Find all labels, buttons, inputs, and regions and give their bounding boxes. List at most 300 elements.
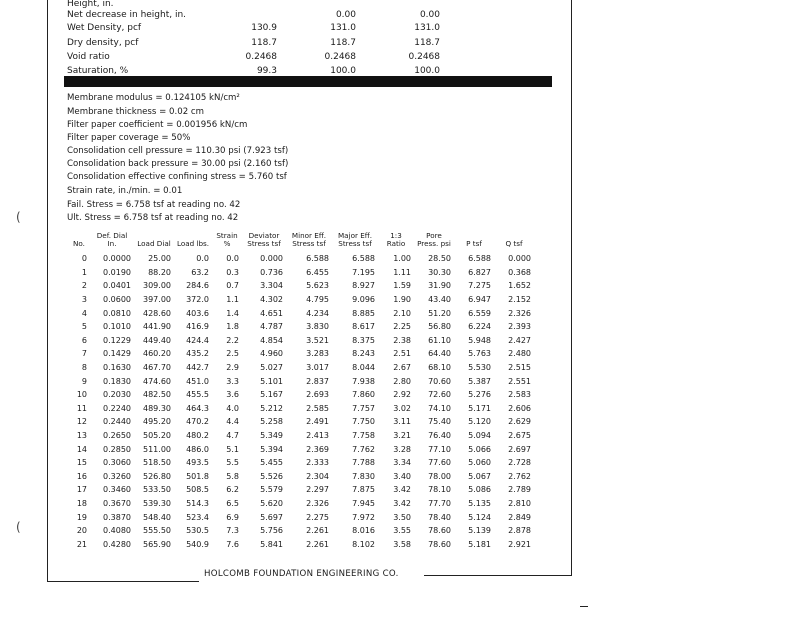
table-cell: 2.5 [226, 349, 239, 359]
table-cell: 372.0 [186, 295, 209, 305]
table-cell: 540.9 [186, 539, 209, 549]
table-row [68, 374, 534, 388]
table-cell: 7.860 [352, 390, 375, 400]
footer-line-left [47, 581, 199, 582]
table-cell: 460.20 [143, 349, 171, 359]
table-cell: 8 [81, 363, 87, 373]
table-cell: 6.827 [468, 267, 491, 277]
column-header: 1:3 Ratio [386, 231, 406, 248]
table-cell: 2.515 [508, 363, 531, 373]
table-cell: 1 [81, 267, 87, 277]
property-label: Dry density, pcf [67, 38, 139, 48]
table-cell: 523.4 [186, 512, 209, 522]
table-cell: 5.8 [226, 471, 239, 481]
table-cell: 6 [81, 335, 87, 345]
table-cell: 0.0190 [103, 267, 131, 277]
table-cell: 0.3 [226, 267, 239, 277]
table-cell: 511.00 [143, 444, 171, 454]
table-cell: 3.50 [393, 512, 411, 522]
table-cell: 5.258 [260, 417, 283, 427]
table-cell: 30.30 [428, 267, 451, 277]
table-cell: 2.583 [508, 390, 531, 400]
table-cell: 2.693 [306, 390, 329, 400]
table-cell: 441.90 [143, 322, 171, 332]
table-cell: 2.326 [508, 308, 531, 318]
table-cell: 6.588 [468, 254, 491, 264]
parameter-line: Consolidation effective confining stress = 5.760 tsf [67, 172, 287, 182]
table-cell: 16 [76, 471, 87, 481]
table-cell: 555.50 [143, 526, 171, 536]
table-cell: 505.20 [143, 431, 171, 441]
table-cell: 3.42 [393, 485, 411, 495]
table-cell: 7.972 [352, 512, 375, 522]
table-body [68, 252, 534, 551]
table-cell: 3.58 [393, 539, 411, 549]
table-row [68, 266, 534, 280]
table-cell: 20 [76, 526, 87, 536]
parameter-line: Strain rate, in./min. = 0.01 [67, 186, 183, 196]
table-cell: 0.1830 [103, 376, 131, 386]
scan-mark-dash [580, 606, 588, 607]
table-cell: 2.697 [508, 444, 531, 454]
table-cell: 7.195 [352, 267, 375, 277]
table-row [68, 442, 534, 456]
table-cell: 2.80 [393, 376, 411, 386]
table-cell: 5.387 [468, 376, 491, 386]
table-row [68, 293, 534, 307]
parameter-line: Membrane thickness = 0.02 cm [67, 107, 205, 117]
table-cell: 0.2440 [103, 417, 131, 427]
table-cell: 480.2 [186, 431, 209, 441]
table-cell: 78.60 [428, 526, 451, 536]
table-cell: 424.4 [186, 335, 209, 345]
table-cell: 403.6 [186, 308, 209, 318]
table-cell: 25.00 [148, 254, 171, 264]
table-cell: 15 [76, 458, 87, 468]
table-row [68, 497, 534, 511]
table-cell: 14 [76, 444, 87, 454]
table-row [68, 279, 534, 293]
table-cell: 493.5 [186, 458, 209, 468]
property-value: 0.00 [419, 10, 440, 20]
table-cell: 2.606 [508, 403, 531, 413]
table-cell: 28.50 [428, 254, 451, 264]
property-label: Wet Density, pcf [67, 23, 142, 33]
table-cell: 5.139 [468, 526, 491, 536]
table-cell: 0.7 [226, 281, 239, 291]
table-row [68, 306, 534, 320]
table-cell: 2.393 [508, 322, 531, 332]
property-value: 99.3 [256, 66, 277, 76]
table-cell: 5.841 [260, 539, 283, 549]
table-cell: 78.60 [428, 539, 451, 549]
table-cell: 5.526 [260, 471, 283, 481]
table-cell: 10 [76, 390, 87, 400]
table-cell: 7.3 [226, 526, 239, 536]
table-cell: 5.135 [468, 498, 491, 508]
property-value: 131.0 [330, 23, 356, 33]
table-cell: 11 [76, 403, 87, 413]
table-cell: 8.375 [352, 335, 375, 345]
table-cell: 6.588 [352, 254, 375, 264]
table-cell: 533.50 [143, 485, 171, 495]
table-cell: 3.283 [306, 349, 329, 359]
property-value: 118.7 [414, 38, 440, 48]
table-cell: 309.00 [143, 281, 171, 291]
table-cell: 5.948 [468, 335, 491, 345]
table-cell: 3 [81, 295, 87, 305]
table-row [68, 456, 534, 470]
table-cell: 2.849 [508, 512, 531, 522]
table-cell: 8.885 [352, 308, 375, 318]
table-row [68, 415, 534, 429]
property-value: 118.7 [251, 38, 277, 48]
property-value: 100.0 [330, 66, 356, 76]
table-cell: 2.51 [393, 349, 411, 359]
table-cell: 2.9 [226, 363, 239, 373]
table-cell: 6.559 [468, 308, 491, 318]
table-cell: 5.455 [260, 458, 283, 468]
table-cell: 4 [81, 308, 87, 318]
table-cell: 9 [81, 376, 87, 386]
table-cell: 6.455 [306, 267, 329, 277]
column-header: Load lbs. [176, 239, 210, 248]
table-cell: 5 [81, 322, 87, 332]
table-cell: 6.9 [226, 512, 239, 522]
table-cell: 5.101 [260, 376, 283, 386]
table-cell: 3.34 [393, 458, 411, 468]
table-cell: 495.20 [143, 417, 171, 427]
table-row [68, 483, 534, 497]
table-cell: 3.42 [393, 498, 411, 508]
table-cell: 0.000 [260, 254, 283, 264]
table-cell: 88.20 [148, 267, 171, 277]
table-cell: 482.50 [143, 390, 171, 400]
table-cell: 7.945 [352, 498, 375, 508]
property-label: Saturation, % [67, 66, 129, 76]
table-cell: 526.80 [143, 471, 171, 481]
table-cell: 4.4 [226, 417, 239, 427]
table-cell: 3.55 [393, 526, 411, 536]
column-header: Deviator Stress tsf [247, 231, 281, 248]
property-value: 118.7 [330, 38, 356, 48]
table-cell: 4.302 [260, 295, 283, 305]
table-cell: 5.094 [468, 431, 491, 441]
property-value: 0.00 [335, 10, 356, 20]
table-cell: 397.00 [143, 295, 171, 305]
table-cell: 539.30 [143, 498, 171, 508]
table-cell: 284.6 [186, 281, 209, 291]
table-cell: 2.369 [306, 444, 329, 454]
table-cell: 464.3 [186, 403, 209, 413]
table-cell: 56.80 [428, 322, 451, 332]
property-value: 100.0 [414, 66, 440, 76]
table-cell: 474.60 [143, 376, 171, 386]
parameter-line: Consolidation cell pressure = 110.30 psi (7.923 tsf) [67, 146, 289, 156]
property-value: 130.9 [251, 23, 277, 33]
table-cell: 2.25 [393, 322, 411, 332]
table-cell: 64.40 [428, 349, 451, 359]
table-cell: 3.28 [393, 444, 411, 454]
table-cell: 5.124 [468, 512, 491, 522]
table-cell: 4.0 [226, 403, 239, 413]
table-cell: 0.0810 [103, 308, 131, 318]
table-row [68, 334, 534, 348]
table-cell: 8.617 [352, 322, 375, 332]
table-cell: 5.763 [468, 349, 491, 359]
triaxial-data-table [68, 232, 534, 551]
table-cell: 6.224 [468, 322, 491, 332]
table-cell: 2.585 [306, 403, 329, 413]
table-row [68, 402, 534, 416]
table-cell: 3.3 [226, 376, 239, 386]
table-cell: 4.787 [260, 322, 283, 332]
table-cell: 4.7 [226, 431, 239, 441]
table-cell: 449.40 [143, 335, 171, 345]
parameter-line: Consolidation back pressure = 30.00 psi (2.160 tsf) [67, 159, 289, 169]
table-cell: 4.234 [306, 308, 329, 318]
table-cell: 72.60 [428, 390, 451, 400]
table-cell: 518.50 [143, 458, 171, 468]
table-cell: 5.067 [468, 471, 491, 481]
left-border-line [47, 0, 48, 582]
footer-line-right [424, 575, 572, 576]
table-cell: 2.92 [393, 390, 411, 400]
table-cell: 3.830 [306, 322, 329, 332]
table-cell: 77.70 [428, 498, 451, 508]
table-cell: 0.1010 [103, 322, 131, 332]
table-cell: 508.5 [186, 485, 209, 495]
property-value: 0.2468 [408, 52, 440, 62]
table-cell: 7.6 [226, 539, 239, 549]
table-cell: 1.00 [393, 254, 411, 264]
table-cell: 5.066 [468, 444, 491, 454]
table-cell: 3.017 [306, 363, 329, 373]
table-cell: 0.4280 [103, 539, 131, 549]
table-row [68, 361, 534, 375]
table-cell: 442.7 [186, 363, 209, 373]
table-row [68, 320, 534, 334]
table-cell: 0.3260 [103, 471, 131, 481]
table-cell: 0.3870 [103, 512, 131, 522]
table-cell: 7.762 [352, 444, 375, 454]
property-label: Void ratio [67, 52, 110, 62]
property-value: 131.0 [414, 23, 440, 33]
table-cell: 7.830 [352, 471, 375, 481]
table-cell: 3.11 [393, 417, 411, 427]
table-cell: 75.40 [428, 417, 451, 427]
table-cell: 7.875 [352, 485, 375, 495]
table-cell: 5.120 [468, 417, 491, 427]
table-cell: 21 [76, 539, 87, 549]
table-cell: 13 [76, 431, 87, 441]
table-cell: 0.3460 [103, 485, 131, 495]
table-cell: 3.521 [306, 335, 329, 345]
table-cell: 0.2240 [103, 403, 131, 413]
table-cell: 6.5 [226, 498, 239, 508]
table-cell: 0.4080 [103, 526, 131, 536]
table-row [68, 537, 534, 551]
table-cell: 0.0401 [103, 281, 131, 291]
table-cell: 5.579 [260, 485, 283, 495]
parameter-line: Filter paper coefficient = 0.001956 kN/cm [67, 120, 248, 130]
table-cell: 0.2030 [103, 390, 131, 400]
table-cell: 74.10 [428, 403, 451, 413]
table-cell: 6.588 [306, 254, 329, 264]
property-value: 0.2468 [245, 52, 277, 62]
table-cell: 548.40 [143, 512, 171, 522]
table-cell: 9.096 [352, 295, 375, 305]
column-header: P tsf [466, 239, 482, 248]
table-cell: 2.427 [508, 335, 531, 345]
table-cell: 2.878 [508, 526, 531, 536]
table-cell: 1.59 [393, 281, 411, 291]
table-cell: 68.10 [428, 363, 451, 373]
table-cell: 2.675 [508, 431, 531, 441]
table-cell: 2.2 [226, 335, 239, 345]
property-label: Net decrease in height, in. [67, 10, 187, 20]
table-cell: 4.854 [260, 335, 283, 345]
table-cell: 0 [81, 254, 87, 264]
table-cell: 3.40 [393, 471, 411, 481]
table-cell: 78.00 [428, 471, 451, 481]
table-row [68, 347, 534, 361]
table-cell: 6.947 [468, 295, 491, 305]
table-cell: 8.243 [352, 349, 375, 359]
table-cell: 2.10 [393, 308, 411, 318]
column-header: Def. Dial In. [96, 231, 128, 248]
company-footer: HOLCOMB FOUNDATION ENGINEERING CO. [204, 569, 399, 579]
table-cell: 0.000 [508, 254, 531, 264]
table-cell: 7 [81, 349, 87, 359]
table-row [68, 429, 534, 443]
table-cell: 2.38 [393, 335, 411, 345]
table-cell: 78.10 [428, 485, 451, 495]
table-cell: 5.620 [260, 498, 283, 508]
table-cell: 0.736 [260, 267, 283, 277]
table-cell: 31.90 [428, 281, 451, 291]
table-cell: 70.60 [428, 376, 451, 386]
column-header: Load Dial [137, 239, 171, 248]
table-cell: 2.810 [508, 498, 531, 508]
table-cell: 1.652 [508, 281, 531, 291]
table-cell: 0.0000 [103, 254, 131, 264]
table-cell: 7.275 [468, 281, 491, 291]
table-cell: 2.789 [508, 485, 531, 495]
table-cell: 1.90 [393, 295, 411, 305]
table-cell: 5.530 [468, 363, 491, 373]
table-row [68, 388, 534, 402]
table-cell: 5.697 [260, 512, 283, 522]
table-cell: 470.2 [186, 417, 209, 427]
table-cell: 4.651 [260, 308, 283, 318]
table-row [68, 252, 534, 266]
table-cell: 2.480 [508, 349, 531, 359]
table-cell: 4.960 [260, 349, 283, 359]
table-cell: 43.40 [428, 295, 451, 305]
table-cell: 0.3670 [103, 498, 131, 508]
column-header: Minor Eff. Stress tsf [291, 231, 327, 248]
table-cell: 2.629 [508, 417, 531, 427]
table-cell: 5.181 [468, 539, 491, 549]
table-cell: 8.044 [352, 363, 375, 373]
table-cell: 486.0 [186, 444, 209, 454]
table-cell: 2.261 [306, 526, 329, 536]
table-cell: 5.756 [260, 526, 283, 536]
table-cell: 1.4 [226, 308, 239, 318]
table-cell: 3.02 [393, 403, 411, 413]
table-cell: 2.728 [508, 458, 531, 468]
table-cell: 1.1 [226, 295, 239, 305]
table-cell: 12 [76, 417, 87, 427]
table-cell: 467.70 [143, 363, 171, 373]
table-cell: 5.027 [260, 363, 283, 373]
table-cell: 77.60 [428, 458, 451, 468]
table-cell: 2.326 [306, 498, 329, 508]
table-cell: 5.060 [468, 458, 491, 468]
redaction-bar [64, 76, 552, 87]
table-cell: 63.2 [191, 267, 209, 277]
table-cell: 77.10 [428, 444, 451, 454]
table-cell: 4.795 [306, 295, 329, 305]
table-cell: 501.8 [186, 471, 209, 481]
table-cell: 5.276 [468, 390, 491, 400]
table-cell: 451.0 [186, 376, 209, 386]
table-cell: 19 [76, 512, 87, 522]
table-cell: 5.171 [468, 403, 491, 413]
parameter-line: Membrane modulus = 0.124105 kN/cm² [67, 93, 240, 103]
table-cell: 5.5 [226, 458, 239, 468]
table-cell: 3.304 [260, 281, 283, 291]
table-cell: 2.297 [306, 485, 329, 495]
table-cell: 5.1 [226, 444, 239, 454]
table-cell: 7.757 [352, 403, 375, 413]
table-cell: 8.927 [352, 281, 375, 291]
parameter-line: Ult. Stress = 6.758 tsf at reading no. 42 [67, 213, 239, 223]
table-cell: 2.275 [306, 512, 329, 522]
parameter-line: Fail. Stress = 6.758 tsf at reading no. 42 [67, 200, 241, 210]
table-cell: 5.623 [306, 281, 329, 291]
table-cell: 0.1429 [103, 349, 131, 359]
table-cell: 5.212 [260, 403, 283, 413]
table-cell: 0.2650 [103, 431, 131, 441]
scan-mark-bottom: ( [16, 520, 21, 534]
right-border-line [571, 0, 572, 575]
table-cell: 0.1229 [103, 335, 131, 345]
table-cell: 2.413 [306, 431, 329, 441]
table-cell: 2.491 [306, 417, 329, 427]
table-cell: 5.167 [260, 390, 283, 400]
table-cell: 5.394 [260, 444, 283, 454]
table-cell: 61.10 [428, 335, 451, 345]
parameter-line: Filter paper coverage = 50% [67, 133, 191, 143]
table-cell: 7.788 [352, 458, 375, 468]
table-cell: 7.758 [352, 431, 375, 441]
table-cell: 428.60 [143, 308, 171, 318]
table-cell: 0.368 [508, 267, 531, 277]
column-header: No. [73, 239, 85, 248]
scan-mark-top: ( [16, 210, 21, 224]
property-label: Height, in. [67, 0, 114, 9]
table-row [68, 510, 534, 524]
table-cell: 514.3 [186, 498, 209, 508]
property-value: 0.2468 [324, 52, 356, 62]
table-header-row [68, 232, 534, 252]
table-cell: 455.5 [186, 390, 209, 400]
table-cell: 1.8 [226, 322, 239, 332]
table-cell: 2.333 [306, 458, 329, 468]
table-cell: 489.30 [143, 403, 171, 413]
